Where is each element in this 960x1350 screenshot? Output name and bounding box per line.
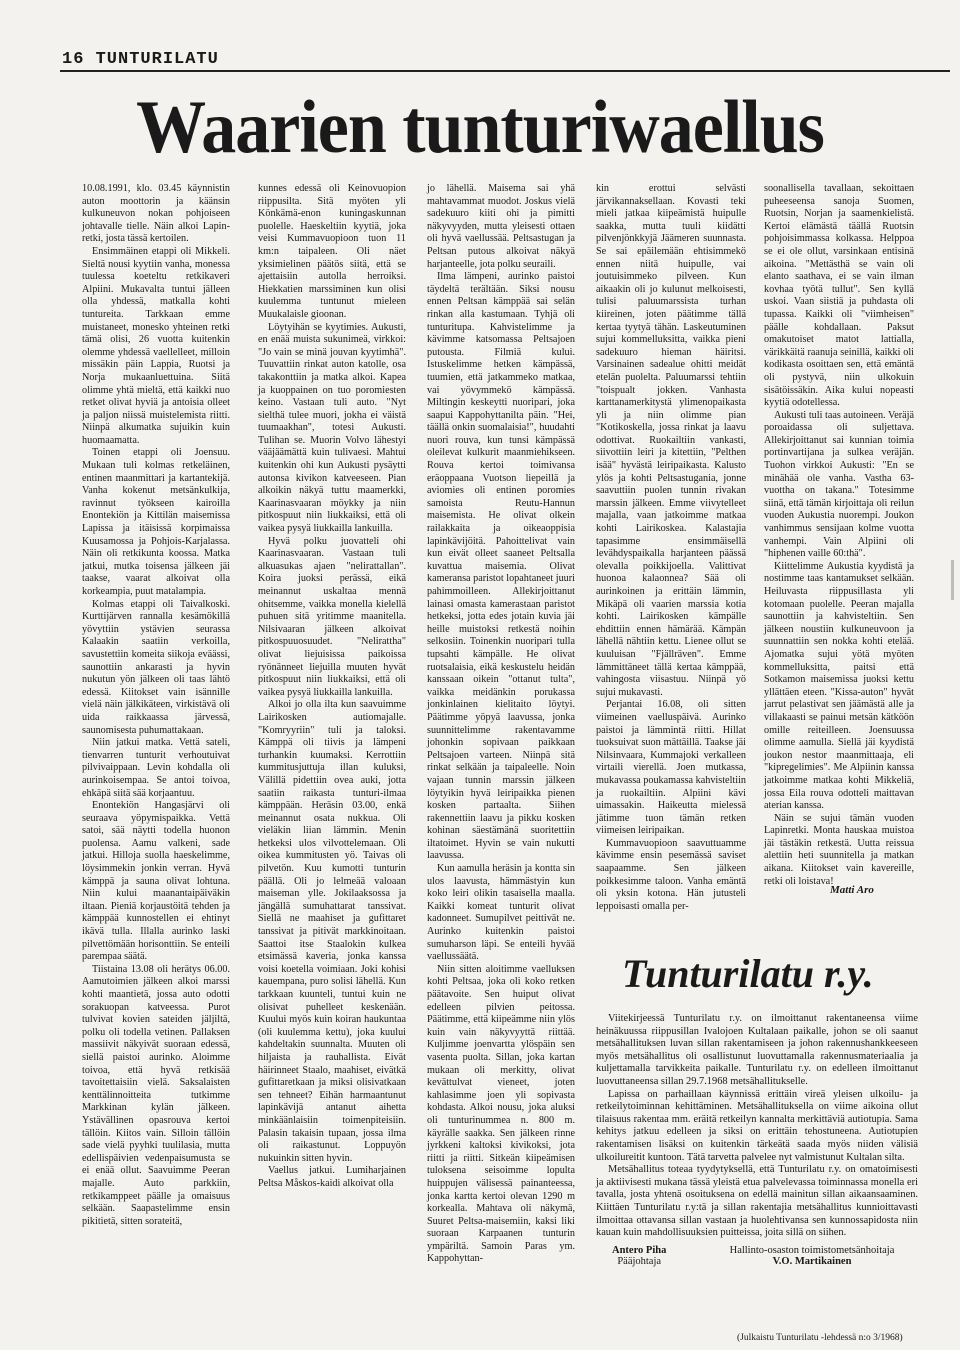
article-column-2 [258,183,406,1263]
article-column-4 [596,183,746,912]
article-column-5 [764,183,914,908]
paragraph: soonallisella tavallaan, sekoittaen puheeseensa sanoja Suomen, Ruotsin, Norjan ja saamenkielistä. Kertoi elämästä täällä Ruotsin pohjoisimmassa kolkassa. Helppoa se ei ole ollut, varsinkaan entisinä aikoina. "Mettästhä se vain oli elanto saathava, ei se vain ilman kovhaa työtä tullut". Sen kyllä uskoi. Vaan siistiä ja puhdasta oli tupassa. Kaikki oli "viimheisen" päälle kohdallaan. Paksut omakutoiset matot lattialla, värikkäitä raanuja seinillä, kaikki oli kodikasta osoittaen sen, että emäntä oli pystyvä, niin ulkokuin sisätöissäkin. Aika kului nopeasti kyytiä odotellessa. [764,183,914,409]
scan-mark [951,560,954,600]
paragraph: Näin se sujui tämän vuoden Lapinretki. Monta hauskaa muistoa jäi tästäkin retkestä. Uutta reissua alettiin heti suunnitella ja matkan aikana. Kiitokset vain kavereille, retki oli loistava! [764,812,914,887]
signer-name: Antero Piha [612,1245,667,1256]
source-note: (Julkaistu Tunturilatu -lehdessä n:o 3/1968) [737,1333,903,1343]
article-column-1 [82,183,230,1263]
paragraph: Alkoi jo olla ilta kun saavuimme Lairikosken autiomajalle. "Komryyriin" tuli ja taloksi. Kämppä oli tiivis ja lämpeni turhankin kuumaksi. Kerrottiin kummitusjuttuja illan kuluksi, Välillä pidettiin ovea auki, jotta saatiin raikasta tunturi-ilmaa kämppään. Heräsin 03.00, enkä meinannut osata nukkua. Oli vieläkin liian lämmin. Menin hetkeksi ulos vilvottelemaan. Oli oikea kummitusten yö. Taivas oli pilvetön. Kuu kumotti tunturin päällä. Oli jo lelmeää valoaan maiseman ylle. Jokilaaksossa ja jängällä sumuhattarat tanssivat. Siellä ne maahiset ja gufittaret tanssivat ja pitivät markkinoitaan. Saattoi itse Staalokin kulkea etsimässä kaveria, jonka kanssa voisi koetella voimiaan. Joki kohisi kauempana, puro solisi lähellä. Kun tarkkaan kuunteli, tuntui kuin ne olisivat puhelleet keskenään. Kuului myös kuin koiran haukuntaa (oli kuulemma kettu), joka kuului kahdeltakin suunnalta. Muuten oli hiljaista ja rauhallista. Eivät häirinneet Staalo, maahiset, eivätkä gufittaretkaan ja miksi olisivatkaan sen tehneet? Eihän harmaantunut lapinkävijä antanut aihetta minkäänlaisiin toimenpiteisiin. Palasin takaisin tupaan, jossa ilma oli raikastunut. Loppuyön nukuinkin sitten hyvin. [258,699,406,1164]
signer-name: V.O. Martikainen [772,1256,852,1267]
paragraph: Tiistaina 13.08 oli herätys 06.00. Aamutoimien jälkeen alkoi marssi kohti maantietä, jossa auto odotti sorakuopan katveessa. Purot tulvivat kovien sateiden jäljiltä, polku oli todella vetinen. Pallaksen massiivit näkyivät suoraan edessä, siellä paistoi aurinko. Aloimme toivoa, että hyvä retkisää tavoitettaisiin vielä. Saksalaisten kenttälinnoitteita tutkimme Markkinan kylän jälkeen. Ystävällinen opasrouva kertoi tällöin. Kiitos vain. Silloin tällöin sade vielä pyyhki tuulilasia, mutta edellispäivien vedenpaisumusta se ei enää ollut. Saavuimme Peeran majalle. Auto parkkiin, retkikamppeet päälle ja omaisuus selkään. Saapastelimme ensin pikitietä, sitten sorateitä, [82,963,230,1227]
signer-1 [612,1245,666,1267]
article-signature: Matti Aro [830,884,874,896]
paragraph: Kolmas etappi oli Taivalkoski. Kurttijärven rannalla kesämökillä yövyttiin ystävien seurassa Kalaakin saatiin verkoilla, savustettiin komeita siikoja eväässi, saunottiin ankarasti ja hyvin nukutun yön jälkeen oli taas lähtö edessä. Kiitokset vain isännille vielä näin jälkikäteen, virkistävä oli uida raikkaassa järvessä, saunomisesta puhumattakaan. [82,598,230,736]
paragraph: Niin sitten aloitimme vaelluksen kohti Peltsaa, joka oli koko retken päätavoite. Sen huiput olivat edelleen pilvien peitossa. Päätimme, että kiipeämme niin ylös kuin vain näkyvyyttä riittää. Kuljimme joenvartta ylöspäin sen vasenta puolta. Sillan, joka kartan mukaan oli merkitty, olivat kevättulvat vieneet, joten kahlasimme joen yli sopivasta kohdasta. Alkoi nousu, joka aluksi oli tunturinummea n. 800 m. käyrälle saakka. Sen jälkeen rinne jyrkkeni kaltoksi kivikoksi, jota riitti ja riitti. Sitkeän kiipeämisen tuloksena seisoimme lopulta huippujen välisessä painanteessa, jonka kartta kertoi olevan 1290 m korkealla. Mahtava oli näkymä, Suuret Peltsa-maisemiin, kaksi liki suoraan Karpaanen tunturin ympäriltä. Samoin Paras ym. Kappohyttan- [427,963,575,1265]
paragraph: jo lähellä. Maisema sai yhä mahtavammat muodot. Joskus vielä sadekuuro kiiti ohi ja pimitti näkyvyyden, mutta yleisesti ottaen oli hyvä vaellussää. Peltsastugan ja Peltsan putous alkoivat näkyä harjanteelle, jota polku seuraili. [427,183,575,270]
paragraph: kin erottui selvästi järvikannaksellaan. Kovasti teki mieli jatkaa kiipeämistä huipulle saakka, mutta tuuli kiidätti pilvenjönkkyjä Jäämeren suunnasta. Se sai epäilemään ehtisimmekö ennen niitä huipulle, vai joutuisimmeko pilveen. Kun aikaakin oli jo kulunut melkoisesti, tulisi paluumarssista turhan kiireinen, joten päätimme tällä kertaa tyytyä tähän. Laskeutuminen sujui kommelluksitta, vaikka pieni sadekuuro hieman häiritsi. Varsinainen sadealue ohitti meidät etelän puolelta. Paluumarssi tehtiin "toispualt jokken. Vanhasta karttanamerkitystä ylimenopaikasta yli ja niin olimme pian "Kotikoskella, jossa rinkat ja laavu odottivat. Ruokailtiin vankasti, siivottiin leiri ja kitettiin, "Pelthen isää" hyvästä leiripaikasta. Kalusto ylös ja kohti Peltsastugania, jonne saavuttiin puolen tunnin rivakan marssin jälkeen. Emme viivytelleet majalla, vaan jatkoimme matkaa kohti Lairikoskea. Kalastajia tapasimme ensimmäisellä levähdyspaikalla harjanteen päässä olevalla poikkijoella. Valittivat huonoa kalaonnea? Sää oli aurinkoinen ja erittäin lämmin, Mikäpä oli vaarien marssia kotia kohti. Lairikosken kämpälle ehdittiin ennen hämärää. Kämpän lähellä nähtiin kettu. Lienee ollut se kuuluisan "Fjällräven". Emme lämmittäneet tällä kertaa kämppää, vahingosta viisastuu. Niinpä yö sujui mukavasti. [596,183,746,698]
paragraph: kunnes edessä oli Keinovuopion riippusilta. Sitä myöten yli Könkämä-enon kuningaskunnan puolelle. Haeskeltiin kyytiä, joka veisi Kummavuopioon tuon 11 km:n taipaleen. Oli näet yksimielinen päätös siitä, että se ajettaisiin autolla herroiksi. Hiekkatien marssiminen kun olisi kuulemma tuntunut mieleen Muukalaisle gioonan. [258,183,406,320]
paragraph: Ensimmäinen etappi oli Mikkeli. Sieltä nousi kyytiin vanha, monessa tuulessa koeteltu retkikaveri Alpiini. Mukavalta tuntui jälleen olla yhdessä, matkalla kohti tuntureita. Tarkkaan emme muistaneet, monesko yhteinen retki tämä olisi, 26 vuotta kuitenkin olemme yhdessä vaellelleet, milloin missäkin päin Lappia, Ruotsi ja Norja mukaanluettuina. Siitä olimme yhtä mieltä, että kaikki nuo retket olivat hyviä ja antoisia olleet ja paljon niissä muistelemista riitti. Niinpä alkumatka sujuikin kuin huomaamatta. [82,245,230,446]
paragraph: Löytyihän se kyytimies. Aukusti, en enää muista sukunimeä, virkkoi: "Jo vain se minä jouvan kyytimhä". Tuuvattiin rinkat auton katolle, osa takakonttiin ja matka alkoi. Kapea ja kuoppainen on tuo poromiesten keino. Vastaan tuli auto. "Nyt sielthä tulee muori, jokha ei väistä tuumaakhan", totesi Aukusti. Tulihan se. Muorin Volvo lähestyi vääjäämättä kuin tulivaesi. Mahtui kuitenkin ohi kun Aukusti pysäytti autonsa kivikon katveeseen. Pian alkoikin näkyä tuttu maamerkki, Kaarinasvaaran möykky ja niin pitkospuut niin liukkaiksi, että oli vaikea pysyä liukkailla lankuilla. [258,321,406,535]
paragraph: Metsähallitus toteaa tyydytyksellä, että Tunturilatu r.y. on omatoimisesti ja aktiivisesti mukana tässä yleistä etua palvelevassa toiminnassa monella eri tavalla, josta yhtenä osoituksena on edellä mainitun sillan aikaansaaminen. Kiittäen Tunturilatu r.y:tä ja sillan rakentajia metsähallitus kunnioittavasti ilmoittaa ottavansa sillan vastaan ja huolehtivansa sen kunnossapidosta niin kauan kuin mahdollisuuksien puitteissa, joita sillä on siihen. [596,1164,918,1239]
paragraph: Vaellus jatkui. Lumiharjainen Peltsa Måskos-kaidi alkoivat olla [258,1165,406,1189]
article-column-3 [427,183,575,1263]
paragraph: Kun aamulla heräsin ja kontta sin ulos laavusta, hämmästyin kun koko leiri olikin tasaisella maalla. Kaikki komeat tunturit olivat kadonneet. Sumupilvet peittivät ne. Aurinko kuitenkin paistoi sumuharson läpi. Se enteili hyvää vaellussäätä. [427,863,575,963]
paragraph: Hyvä polku juovatteli ohi Kaarinasvaaran. Vastaan tuli alkuasukas ajaen "nelirattallan". Koira juoksi perässä, eikä meinannut uskaltaa mennä ohitsemme, vaikka monella kielellä puhuen sitä yritimme maanitella. Nilsivaaran jälkeen alkoivat pitkospuuosuudet. "Nelirattha" olivat liejuisissa paikoissa ryönänneet liejuilla muuten hyvät pitkospuut niin liukkaiksi, että oli vaikea pysyä liukkailla lankuilla. [258,535,406,698]
paragraph: 10.08.1991, klo. 03.45 käynnistin auton moottorin ja käänsin kulkuneuvon nokan pohjoiseen johtavalle tielle. Näin alkoi Lapin-retki, josta tässä kertoilen. [82,183,230,245]
signer-role: Pääjohtaja [617,1256,662,1267]
notice-body [596,1013,918,1243]
paragraph: Niin jatkui matka. Vettä sateli, tienvarren tunturit verhoutuivat pilvivaippaan. Levin kohdalla oli aurinkoisempaa. Se antoi toivoa, ehkäpä siitä sää korjaantuu. [82,737,230,799]
paragraph: Aukusti tuli taas autoineen. Veräjä poroaidassa oli suljettava. Allekirjoittanut sai kunnian toimia portinvartijana ja sulkea veräjän. Tuohon virkkoi Aukusti: "En se minähää ole vanha. Vastha 63-vuottha on takana." Totesimme siinä, että tämän kirjoittaja oli reilun vuoden Aukustia nuorempi. Joukon vanhimmus sensijaan kolme vuotta vanhempi. Vain Alpiini oli "hiphenen vaille 60:thä". [764,409,914,560]
paragraph: Viitekirjeessä Tunturilatu r.y. on ilmoittanut rakentaneensa viime heinäkuussa riippusillan Ivalojoen Kultalaan paikalle, johon se oli saanut metsähallituksen luvan sillan rakentamiseen ja johon rakennushankkeeseen myös metsähallitus oli osallistunut luovuttamalla rakennusmateriaalia ja kuljettamalla tarvikkeita paikalle. Tunturilatu r.y. on edelleen ilmoittanut luovuttaneensa sillan 29.7.1968 metsähallitukselle. [596,1013,918,1087]
paragraph: Perjantai 16.08, oli sitten viimeinen vaelluspäivä. Aurinko paistoi ja lämmintä riitti. Hillat tuoksuivat suon mättäillä. Taakse jäi Nilsinvaara, Kummajoki verkalleen virtaili vierellä. Joen mutkassa, mukavassa poukamassa kahvisteltiin ja ruokailtiin. Alpiini kävi uimassakin. Haikeutta mielessä jätimme tuon tämän retken viimeisen leiripaikan. [596,699,746,837]
page-header: 16 TUNTURILATU [62,50,219,69]
article-title: Waarien tunturiwaellus [136,85,824,170]
signer-role: Hallinto-osaston toimistometsänhoitaja [729,1245,895,1256]
header-rule [60,70,950,72]
paragraph: Ilma lämpeni, aurinko paistoi täydeltä terältään. Siksi nousu ennen Peltsan kämppää sai selän rinkan alla kastumaan. Tyhjä oli tunturitupa. Kahvistelimme ja kävimme katsomassa Peltsajoen putousta. Filmiä kului. Istuskelimme hetken kämpässä, tuumien, että jatkammeko matkaa, vai yövymmekö kämpässä. Miltingin keskeytti nuoripari, joka saapui Kappohyttanilta päin. "Hei, täällä onkin suomalaisia!", huudahti nuori rouva, kun tunsi kämpässä oleilevat kulkurit maanmiehikseen. Rouva kertoi toimivansa eräoppaana Vuotson liepeillä ja aviomies oli entinen poromies samoista Reutu-Hannun maisemista. He olivat olkein railakkaita ja oikeaoppisia lapinkävijöitä. Pahoittelivat vain kun eivät olleet saaneet Peltsalla kuvattua maisemia. Olivat kameransa paristot lopahtaneet juuri pahimmoilleen. Allekirjoittanut lainasi omasta kamerastaan paristot hetkeksi, jotta edes jotain kuvia jäi heille muistoksi retkestä noihin selkosiin. Toinenkin nuoripari tulla tupsahti kämpälle. He olivat ruotsalaisia, eikä keskustelu heidän kanssaan oikein "ottanut tulta", vaikka meidänkin porukassa jonkinlainen kielitaito löytyi. Päätimme yöpyä laavussa, jonka suunnittelimme rakentavamme johonkin sopivaan paikkaan Peltsajoen varteen. Niinpä sitä rinkat selkään ja taipaleelle. Noin vajaan tunnin marssin jälkeen löytyikin hyvä leiripaikka pienen kosken partaalta. Siihen rakennettiin laavu ja pikku kosken kohinan säestämänä suoritettiin iltatoimet. Hyvin se vain nukutti laavussa. [427,271,575,862]
paragraph: Toinen etappi oli Joensuu. Mukaan tuli kolmas retkeläinen, entinen maanmittari ja kartantekijä. Vanha kokenut metsänkulkija, ravinnut työkseen kairoilla Enontekiön ja Kittilän maisemissa Lapissa ja itäisissä korpimaissa Kuusamossa ja Pohjois-Karjalassa. Näin oli retkikunta koossa. Matka jatkui, mutka toisensa jälkeen jäi taakse, vaarat alkoivat olla korkeampia, puut matalampia. [82,447,230,597]
paragraph: Kummavuopioon saavuttuamme kävimme ensin pesemässä saviset saapaamme. Sen jälkeen poikkesimme taloon. Vanha emäntä oli yksin kotona. Hän jutusteli leppoisasti omalla per- [596,837,746,912]
paragraph: Lapissa on parhaillaan käynnissä erittäin vireä yleisen ulkoilu- ja retkeilytoiminnan kehittäminen. Metsähallituksella on viime aikoina ollut tilaisuus rakentaa mm. eräitä retkeilyn kannalta merkittäviä autiotupia. Sama kehitys jatkuu edelleen ja siksi on erittäin tehostuneena. Autiotupien rakentamisen lisäksi on kuitenkin tärkeätä saada myös niiden välisiä ulkoilureitit kuntoon. Tätä tarvetta palvelee nyt valmistunut Kultalan silta. [596,1088,918,1163]
notice-title: Tunturilatu r.y. [622,951,874,996]
paragraph: Enontekiön Hangasjärvi oli seuraava yöpymispaikka. Vettä satoi, sää näytti todella huonon puolensa. Aamu valkeni, sade jatkui. Hilloja suolla haeskelimme, löysimmekin jonkin verran. Hyvä kämppä ja sauna olivat lohtuna. Niin kului maanantaipäiväkin iltaan. Pieniä korjaustöitä tehden ja kämppää kunnostellen ei ehtinyt ikävä tulla. Illalla aurinko laski pilvettömään horisonttiin. Se enteili parempaa säätä. [82,800,230,963]
signer-2 [692,1245,932,1267]
paragraph: Kiittelimme Aukustia kyydistä ja nostimme taas kantamukset selkään. Heiluvasta riippusillasta yli kotomaan puolelle. Peeran majalla saunottiin ja kahvisteltiin. Sen jälkeen noustiin kulkuneuvoon ja suunnattiin sen nokka kohti etelää. Ajomatka sujui yötä myöten kommelluksitta, paitsi että Sotkamon maisemissa juoksi kettu yllättäen eteen. "Kissa-auton" hyvät jarrut pelastivat sen jäämästä alle ja villakaasti se painui metsän kätköön omille reiteilleen. Joensuussa olimme aamulla. Siellä jäi kyydistä joukon nestor maanmittaaja, eli "kipregelimies". Me Alpiinin kanssa jatkoimme matkaa kohti Mikkeliä, jossa Eila rouva odotteli maittavan aterian kanssa. [764,560,914,812]
